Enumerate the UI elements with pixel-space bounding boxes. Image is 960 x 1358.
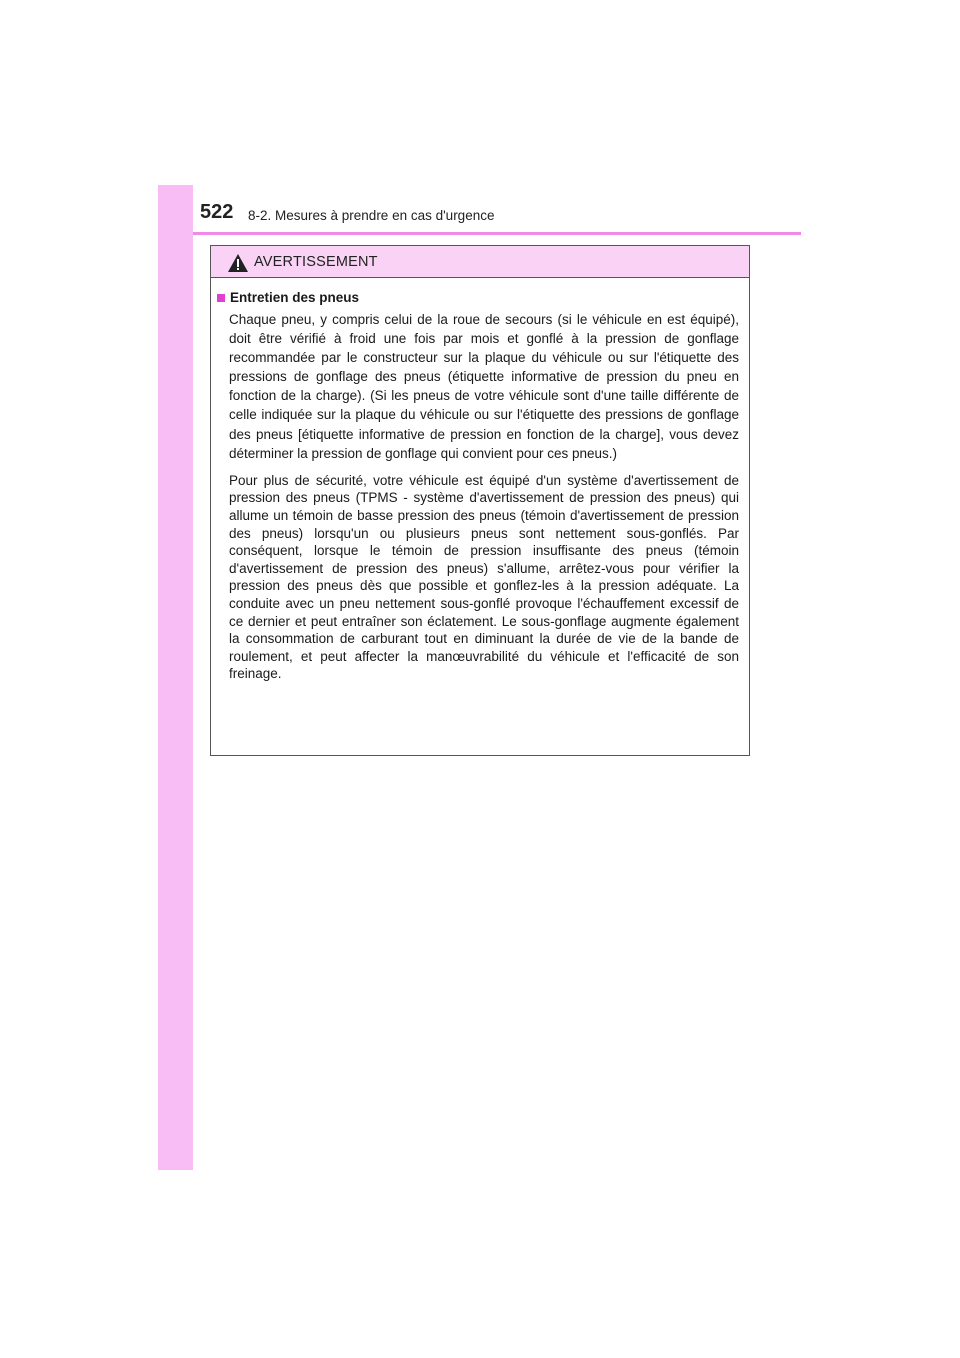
warning-topic-label: Entretien des pneus xyxy=(230,290,360,305)
warning-topic xyxy=(217,290,739,305)
chapter-side-band xyxy=(158,185,193,1170)
header-rule xyxy=(193,232,801,235)
warning-paragraph-1: Chaque pneu, y compris celui de la roue de secours (si le véhicule en est équipé), doit être vérifié à froid une fois par mois et gonflé à la pression de gonflage recommandée par le constructeur sur la plaque du véhicule ou sur l'étiquette des pressions de gonflage des pneus (étiquette informative de pression du pneu en fonction de la charge). (Si les pneus de votre véhicule sont d'une taille différente de celle indiquée sur la plaque du véhicule ou sur l'étiquette des pressions de gonflage des pneus [étiquette informative de pression en fonction de la charge], vous devez déterminer la pression de gonflage qui convient pour ces pneus.) xyxy=(229,312,739,461)
square-bullet-icon xyxy=(217,294,225,302)
page-number: 522 xyxy=(200,201,234,223)
warning-header xyxy=(211,246,749,278)
warning-title: AVERTISSEMENT xyxy=(254,254,378,270)
warning-body xyxy=(211,278,749,683)
warning-triangle-icon xyxy=(227,253,249,273)
warning-box xyxy=(210,245,750,756)
warning-paragraph-2: Pour plus de sécurité, votre véhicule est équipé d'un système d'avertissement de pression des pneus (TPMS - système d'avertissement de pression des pneus) qui allume un témoin de basse pression des pneus (témoin d'avertissement de pression des pneus) lorsqu'un ou plusieurs pneus sont nettement sous-gonflés. Par conséquent, lorsque le témoin de pression insuffisante des pneus (témoin d'avertissement de pression des pneus) s'allume, arrêtez-vous pour vérifier la pression des pneus dès que possible et gonflez-les à la pression adéquate. La conduite avec un pneu nettement sous-gonflé provoque l'échauffement excessif de ce dernier et peut entraîner son éclatement. Le sous-gonflage augmente également la consommation de carburant tout en diminuant la durée de vie de la bande de roulement, et peut affecter la manœuvrabilité du véhicule et l'efficacité de son freinage. xyxy=(229,472,739,682)
section-title: 8-2. Mesures à prendre en cas d'urgence xyxy=(248,208,495,223)
